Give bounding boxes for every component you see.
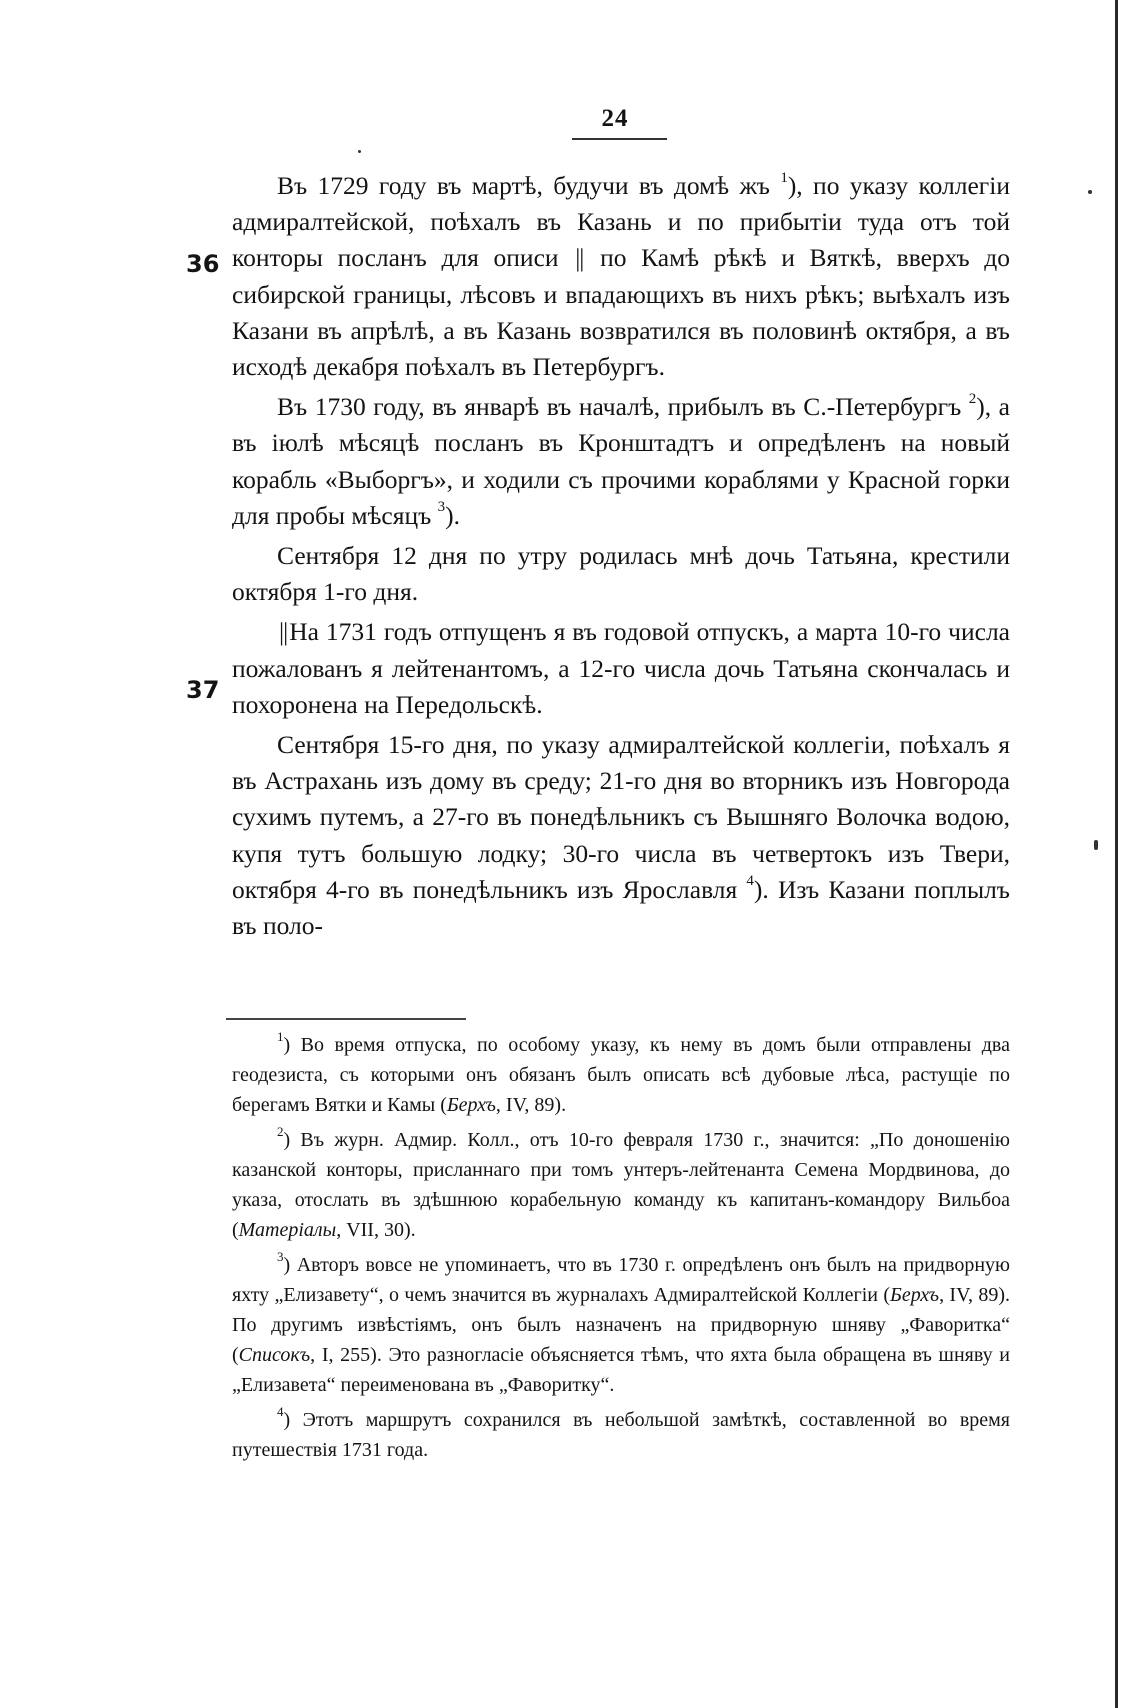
footnote-mark: 2	[277, 1124, 284, 1140]
footnote-1	[232, 1030, 1010, 1120]
footnotes	[232, 1030, 1010, 1470]
text-run: ), а въ іюлѣ мѣсяцѣ посланъ въ Кронштадтъ и опредѣленъ на новый корабль «Выборгъ», и ходили съ прочими кораблями у Красной горки для пробы мѣсяцъ	[232, 392, 1010, 530]
citation-italic: Списокъ	[238, 1344, 311, 1366]
citation-italic: Берхъ	[890, 1284, 940, 1306]
text-run: ) Во время отпуска, по особому указу, къ нему въ домъ были отправлены два геодезиста, съ которыми онъ обязанъ былъ описать всѣ дубовые лѣса, растущіе по берегамъ Вятки и Камы (	[232, 1034, 1010, 1116]
footnote-mark: 3	[277, 1249, 284, 1265]
footnote-ref: 3	[437, 499, 446, 516]
page-edge-line	[1115, 0, 1118, 1708]
citation-italic: Берхъ	[446, 1094, 496, 1116]
text-run: ), по указу коллегіи адмиралтейской, поѣхалъ въ Казань и по прибытіи туда отъ той конторы посланъ для описи	[232, 171, 1010, 273]
footnote-ref: 2	[968, 390, 977, 407]
stray-ink-mark	[1094, 840, 1098, 850]
paragraph-1731	[232, 614, 1010, 723]
page-break-marker: ||	[279, 617, 288, 647]
citation-italic: Матеріалы	[238, 1219, 337, 1241]
margin-number-second: 37	[186, 676, 220, 704]
footnote-ref: 4	[746, 873, 754, 890]
text-run: ) Этотъ маршрутъ сохранился въ небольшой замѣткѣ, составленной во время путешествія 1731 года.	[232, 1409, 1010, 1461]
text-run: На 1731 годъ отпущенъ я въ годовой отпускъ, а марта 10-го числа пожалованъ я лейтенантомъ, а 12-го числа дочь Татьяна скончалась и похоронена на Передольскѣ.	[232, 617, 1010, 719]
footnote-2	[232, 1125, 1010, 1245]
page-number-underline	[572, 138, 667, 140]
text-run: ).	[445, 500, 461, 530]
footnote-mark: 1	[277, 1029, 284, 1045]
text-run: ) Въ журн. Адмир. Колл., отъ 10-го февраля 1730 г., значится: „По доношенію казанской конторы, присланнаго при томъ унтеръ-лейтенанта Семена Мордвинова, до указа, отослать въ здѣшнюю корабельную команду къ капитанъ-командору Вильбоа (	[232, 1129, 1010, 1241]
footnote-3	[232, 1250, 1010, 1400]
text-run: ). Изъ Казани поплылъ въ поло-	[232, 874, 1010, 941]
paragraph-1730	[232, 389, 1010, 534]
footnote-separator	[226, 1018, 466, 1020]
page-break-marker: ||	[575, 243, 584, 273]
footnote-4	[232, 1405, 1010, 1465]
stray-ink-mark	[358, 150, 361, 153]
text-run: Въ 1730 году, въ январѣ въ началѣ, прибылъ въ С.-Петербургъ	[277, 392, 969, 422]
text-run: , IV, 89). По другимъ извѣстіямъ, онъ былъ назначенъ на придворную шняву „Фаворитка“ (	[232, 1284, 1010, 1366]
footnote-mark: 4	[277, 1404, 284, 1420]
text-run: ) Авторъ вовсе не упоминаетъ, что въ 1730 г. опредѣленъ онъ былъ на придворную яхту „Елизавету“, о чемъ значится въ журналахъ Адмиралтейской Коллегіи (	[232, 1254, 1010, 1306]
paragraph-september-15	[232, 727, 1010, 944]
main-text	[232, 168, 1010, 948]
text-run: , VII, 30).	[336, 1219, 416, 1241]
margin-number-first: 36	[186, 250, 220, 278]
page-number: 24	[601, 105, 629, 132]
footnote-ref: 1	[780, 169, 788, 186]
text-run: , IV, 89).	[495, 1094, 567, 1116]
text-run: , I, 255). Это разногласіе объясняется тѣмъ, что яхта была обращена въ шняву и „Елизавета“ переименована въ „Фаворитку“.	[232, 1344, 1010, 1396]
text-run: по Камѣ рѣкѣ и Вяткѣ, вверхъ до сибирской границы, лѣсовъ и впадающихъ въ нихъ рѣкъ; выѣхалъ изъ Казани въ апрѣлѣ, а въ Казань возвратился въ половинѣ октября, а въ исходѣ декабря поѣхалъ въ Петербургъ.	[232, 243, 1011, 382]
paragraph-1729	[232, 168, 1010, 385]
paragraph-september-12: Сентября 12 дня по утру родилась мнѣ дочь Татьяна, крестили октября 1-го дня.	[232, 541, 1010, 607]
stray-ink-mark	[1088, 190, 1092, 194]
text-run: Сентября 15-го дня, по указу адмиралтейской коллегіи, поѣхалъ я въ Астрахань изъ дому въ среду; 21-го дня во вторникъ изъ Новгорода сухимъ путемъ, а 27-го въ понедѣльникъ съ Вышняго Волочка водою, купя тутъ большую лодку; 30-го числа въ четвертокъ изъ Твери, октября 4-го въ понедѣльникъ изъ Ярославля	[232, 730, 1010, 904]
text-run: Въ 1729 году въ мартѣ, будучи въ домѣ жъ	[277, 171, 781, 200]
